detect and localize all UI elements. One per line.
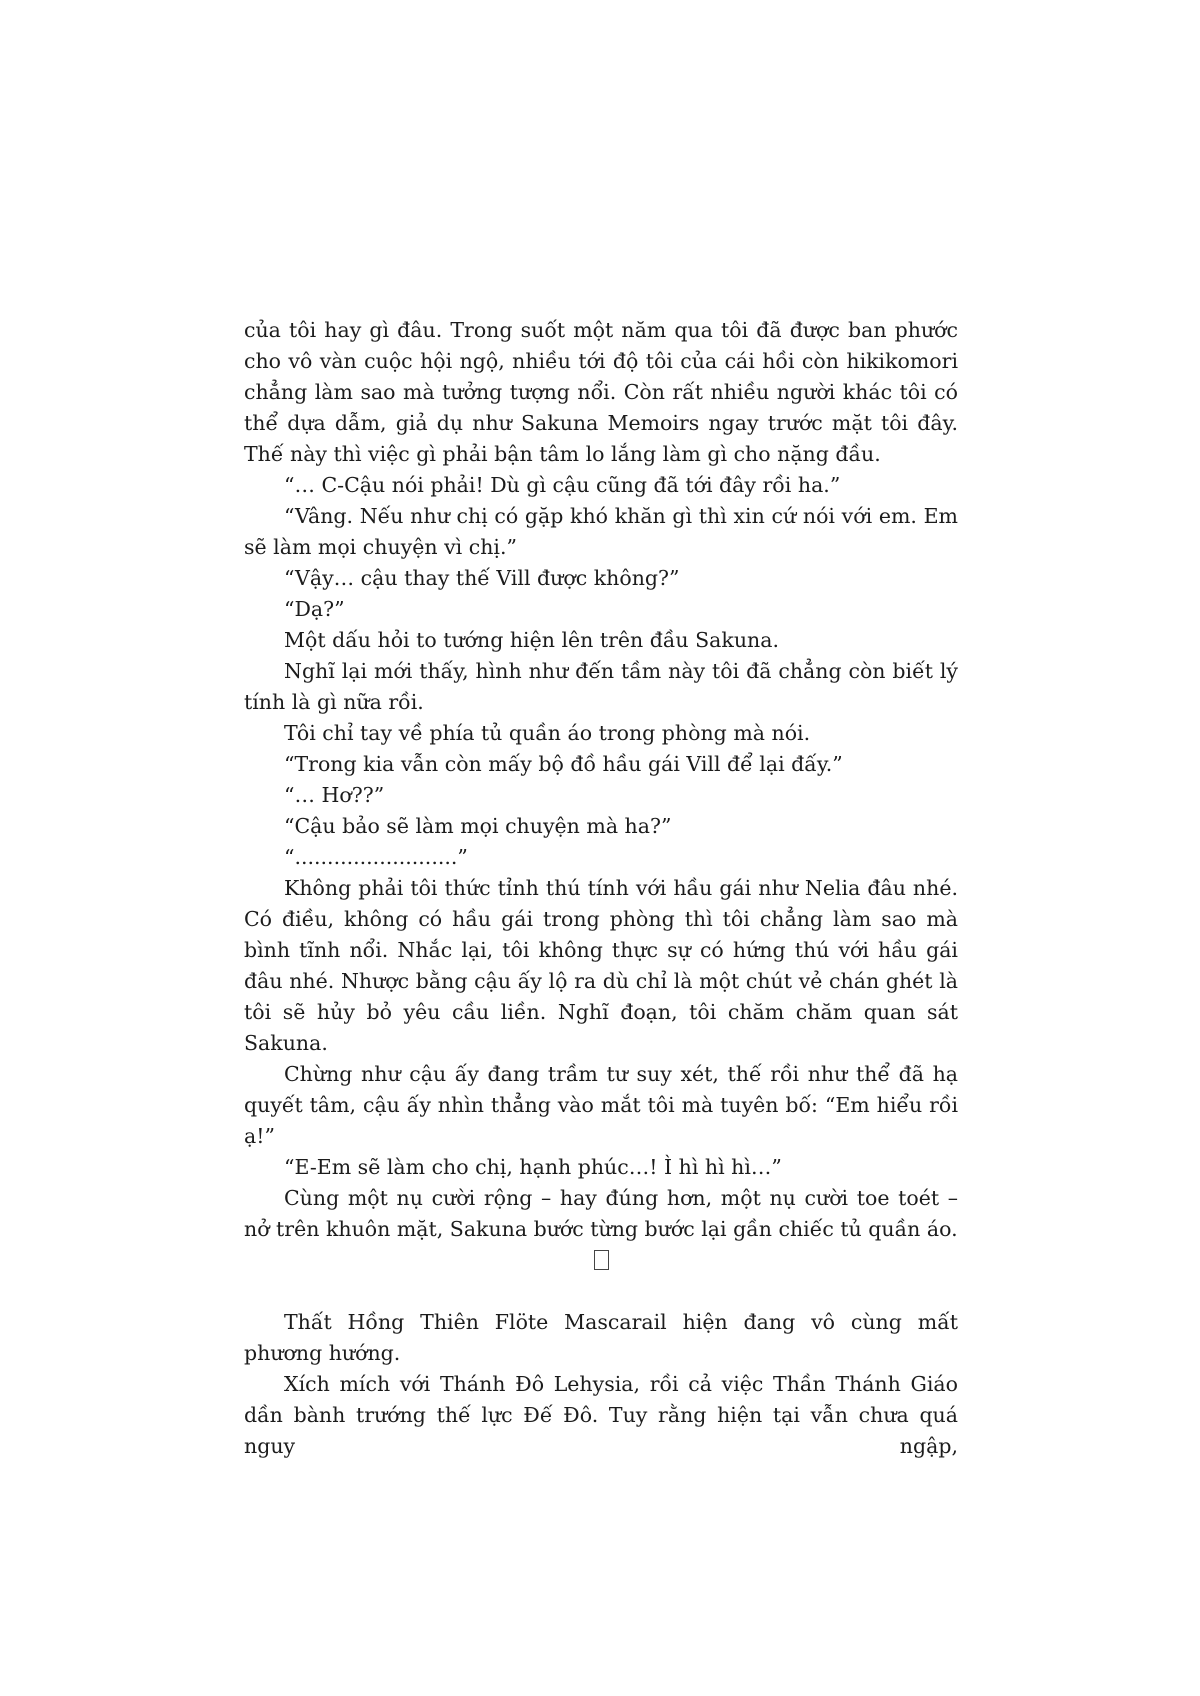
- paragraph: Một dấu hỏi to tướng hiện lên trên đầu Sakuna.: [284, 628, 779, 652]
- paragraph: Thất Hồng Thiên Flöte Mascarail hiện đang vô cùng mất phương hướng.: [244, 1310, 958, 1365]
- paragraph: Tôi chỉ tay về phía tủ quần áo trong phòng mà nói.: [284, 721, 811, 745]
- scene-break-glyph-icon: [594, 1250, 609, 1270]
- dialogue-line: “… C-Cậu nói phải! Dù gì cậu cũng đã tới đây rồi ha.”: [284, 473, 841, 497]
- dialogue-line: “Cậu bảo sẽ làm mọi chuyện mà ha?”: [284, 814, 672, 838]
- paragraph-continues: Xích mích với Thánh Đô Lehysia, rồi cả việc Thần Thánh Giáo dần bành trướng thế lực Đế Đô. Tuy rằng hiện tại vẫn chưa quá nguy ngập,: [244, 1372, 958, 1458]
- dialogue-line: “Trong kia vẫn còn mấy bộ đồ hầu gái Vill để lại đấy.”: [284, 752, 843, 776]
- blank-line: [244, 1276, 958, 1307]
- dialogue-line: “Dạ?”: [284, 597, 345, 621]
- paragraph: Nghĩ lại mới thấy, hình như đến tầm này tôi đã chẳng còn biết lý tính là gì nữa rồi.: [244, 659, 958, 714]
- paragraph-continued: của tôi hay gì đâu. Trong suốt một năm qua tôi đã được ban phước cho vô vàn cuộc hội ngộ, nhiều tới độ tôi của cái hồi còn hikikomori chẳng làm sao mà tưởng tượng nổi. Còn rất nhiều người khác tôi có thể dựa dẫm, giả dụ như Sakuna Memoirs ngay trước mặt tôi đây. Thế này thì việc gì phải bận tâm lo lắng làm gì cho nặng đầu.: [244, 318, 958, 466]
- dialogue-line: “.........................”: [284, 845, 468, 869]
- paragraph: Cùng một nụ cười rộng – hay đúng hơn, một nụ cười toe toét – nở trên khuôn mặt, Sakuna bước từng bước lại gần chiếc tủ quần áo.: [244, 1186, 958, 1241]
- page-body: [244, 315, 958, 1462]
- dialogue-line: “Vâng. Nếu như chị có gặp khó khăn gì thì xin cứ nói với em. Em sẽ làm mọi chuyện vì chị.”: [244, 504, 958, 559]
- paragraph: Chừng như cậu ấy đang trầm tư suy xét, thế rồi như thể đã hạ quyết tâm, cậu ấy nhìn thẳng vào mắt tôi mà tuyên bố: “Em hiểu rồi ạ!”: [244, 1062, 958, 1148]
- scene-separator: [244, 1245, 958, 1276]
- dialogue-line: “… Hơ??”: [284, 783, 385, 807]
- dialogue-line: “Vậy… cậu thay thế Vill được không?”: [284, 566, 680, 590]
- dialogue-line: “E-Em sẽ làm cho chị, hạnh phúc…! Ì hì hì hì…”: [284, 1155, 782, 1179]
- paragraph: Không phải tôi thức tỉnh thú tính với hầu gái như Nelia đâu nhé. Có điều, không có hầu gái trong phòng thì tôi chẳng làm sao mà bình tĩnh nổi. Nhắc lại, tôi không thực sự có hứng thú với hầu gái đâu nhé. Nhược bằng cậu ấy lộ ra dù chỉ là một chút vẻ chán ghét là tôi sẽ hủy bỏ yêu cầu liền. Nghĩ đoạn, tôi chăm chăm quan sát Sakuna.: [244, 876, 958, 1055]
